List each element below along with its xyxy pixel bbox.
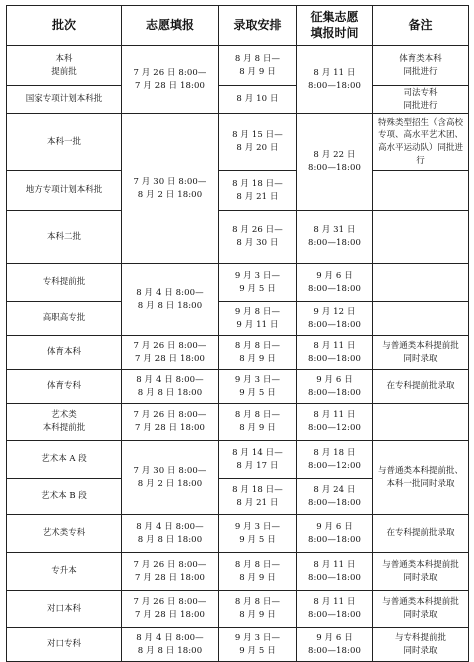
fill-cell: 7 月 26 日 8:00— 7 月 28 日 18:00 xyxy=(122,404,219,441)
table-row xyxy=(7,46,469,86)
admission-cell: 8 月 18 日— 8 月 21 日 xyxy=(219,171,297,211)
admission-cell: 9 月 3 日— 9 月 5 日 xyxy=(219,264,297,302)
admission-cell: 8 月 15 日— 8 月 20 日 xyxy=(219,114,297,171)
fill-cell: 8 月 4 日 8:00— 8 月 8 日 18:00 xyxy=(122,264,219,336)
remark-cell: 与普通类本科提前批 同时录取 xyxy=(373,336,469,370)
admission-cell: 8 月 10 日 xyxy=(219,86,297,114)
table-row xyxy=(7,370,469,404)
solicit-cell: 8 月 18 日 8:00—12:00 xyxy=(297,441,373,479)
batch-cell: 专升本 xyxy=(7,553,122,591)
fill-cell: 7 月 26 日 8:00— 7 月 28 日 18:00 xyxy=(122,46,219,114)
remark-cell: 与普通类本科提前批 同时录取 xyxy=(373,591,469,628)
table-row xyxy=(7,441,469,479)
header-solicit-line: 征集志愿 xyxy=(310,9,359,24)
solicit-cell: 9 月 6 日 8:00—18:00 xyxy=(297,370,373,404)
batch-cell: 国家专项计划本科批 xyxy=(7,86,122,114)
batch-cell: 艺术本 B 段 xyxy=(7,479,122,515)
solicit-cell: 8 月 11 日 8:00—12:00 xyxy=(297,404,373,441)
solicit-cell: 8 月 24 日 8:00—18:00 xyxy=(297,479,373,515)
table-row xyxy=(7,553,469,591)
admission-schedule-table xyxy=(6,5,469,662)
solicit-cell: 9 月 6 日 8:00—18:00 xyxy=(297,628,373,662)
remark-cell: 特殊类型招生（含高校专项、高水平艺术团、高水平运动队）同批进行 xyxy=(373,114,469,171)
table-row xyxy=(7,515,469,553)
batch-cell: 地方专项计划本科批 xyxy=(7,171,122,211)
admission-cell: 9 月 3 日— 9 月 5 日 xyxy=(219,628,297,662)
admission-cell: 8 月 8 日— 8 月 9 日 xyxy=(219,46,297,86)
admission-cell: 8 月 8 日— 8 月 9 日 xyxy=(219,336,297,370)
solicit-cell: 8 月 22 日 8:00—18:00 xyxy=(297,114,373,211)
solicit-cell: 9 月 6 日 8:00—18:00 xyxy=(297,515,373,553)
fill-cell: 7 月 30 日 8:00— 8 月 2 日 18:00 xyxy=(122,441,219,515)
solicit-cell: 8 月 11 日 8:00—18:00 xyxy=(297,553,373,591)
fill-cell: 7 月 26 日 8:00— 7 月 28 日 18:00 xyxy=(122,591,219,628)
batch-cell: 本科一批 xyxy=(7,114,122,171)
table-row xyxy=(7,628,469,662)
solicit-cell: 8 月 11 日 8:00—18:00 xyxy=(297,336,373,370)
fill-cell: 8 月 4 日 8:00— 8 月 8 日 18:00 xyxy=(122,515,219,553)
admission-cell: 9 月 3 日— 9 月 5 日 xyxy=(219,515,297,553)
batch-cell: 高职高专批 xyxy=(7,302,122,336)
remark-cell xyxy=(373,264,469,302)
batch-cell: 本科二批 xyxy=(7,211,122,264)
table-row xyxy=(7,171,469,211)
solicit-cell: 9 月 12 日 8:00—18:00 xyxy=(297,302,373,336)
header-solicit-time xyxy=(297,6,373,46)
header-solicit-line: 填报时间 xyxy=(310,25,359,40)
header-batch: 批次 xyxy=(7,6,122,46)
table-row xyxy=(7,336,469,370)
header-remarks: 备注 xyxy=(373,6,469,46)
admission-cell: 8 月 14 日— 8 月 17 日 xyxy=(219,441,297,479)
solicit-cell: 8 月 11 日 8:00—18:00 xyxy=(297,46,373,114)
table-row xyxy=(7,86,469,114)
table-row xyxy=(7,264,469,302)
remark-cell xyxy=(373,211,469,264)
remark-cell: 与专科提前批 同时录取 xyxy=(373,628,469,662)
admission-cell: 8 月 18 日— 8 月 21 日 xyxy=(219,479,297,515)
admission-cell: 8 月 8 日— 8 月 9 日 xyxy=(219,591,297,628)
batch-cell: 艺术类 本科提前批 xyxy=(7,404,122,441)
admission-cell: 8 月 26 日— 8 月 30 日 xyxy=(219,211,297,264)
remark-cell: 与普通类本科提前批、本科一批同时录取 xyxy=(373,441,469,515)
admission-cell: 8 月 8 日— 8 月 9 日 xyxy=(219,553,297,591)
fill-cell: 7 月 26 日 8:00— 7 月 28 日 18:00 xyxy=(122,336,219,370)
batch-cell: 艺术本 A 段 xyxy=(7,441,122,479)
remark-cell xyxy=(373,302,469,336)
batch-cell: 本科 提前批 xyxy=(7,46,122,86)
remark-cell: 体育类本科 同批进行 xyxy=(373,46,469,86)
table-row xyxy=(7,404,469,441)
fill-cell: 8 月 4 日 8:00— 8 月 8 日 18:00 xyxy=(122,628,219,662)
admission-cell: 9 月 3 日— 9 月 5 日 xyxy=(219,370,297,404)
fill-cell: 7 月 26 日 8:00— 7 月 28 日 18:00 xyxy=(122,553,219,591)
table-row xyxy=(7,302,469,336)
admission-cell: 9 月 8 日— 9 月 11 日 xyxy=(219,302,297,336)
batch-cell: 体育本科 xyxy=(7,336,122,370)
remark-cell xyxy=(373,171,469,211)
batch-cell: 对口专科 xyxy=(7,628,122,662)
remark-cell: 与普通类本科提前批 同时录取 xyxy=(373,553,469,591)
solicit-cell: 8 月 31 日 8:00—18:00 xyxy=(297,211,373,264)
remark-cell: 在专科提前批录取 xyxy=(373,515,469,553)
batch-cell: 艺术类专科 xyxy=(7,515,122,553)
batch-cell: 专科提前批 xyxy=(7,264,122,302)
fill-cell: 8 月 4 日 8:00— 8 月 8 日 18:00 xyxy=(122,370,219,404)
remark-cell: 在专科提前批录取 xyxy=(373,370,469,404)
fill-cell: 7 月 30 日 8:00— 8 月 2 日 18:00 xyxy=(122,114,219,264)
table-row xyxy=(7,114,469,171)
remark-cell xyxy=(373,404,469,441)
table-row xyxy=(7,591,469,628)
header-admission: 录取安排 xyxy=(219,6,297,46)
batch-cell: 体育专科 xyxy=(7,370,122,404)
table-header-row xyxy=(7,6,469,46)
table-row xyxy=(7,211,469,264)
solicit-cell: 8 月 11 日 8:00—18:00 xyxy=(297,591,373,628)
admission-cell: 8 月 8 日— 8 月 9 日 xyxy=(219,404,297,441)
remark-cell: 司法专科 同批进行 xyxy=(373,86,469,114)
header-volunteer-fill: 志愿填报 xyxy=(122,6,219,46)
solicit-cell: 9 月 6 日 8:00—18:00 xyxy=(297,264,373,302)
batch-cell: 对口本科 xyxy=(7,591,122,628)
